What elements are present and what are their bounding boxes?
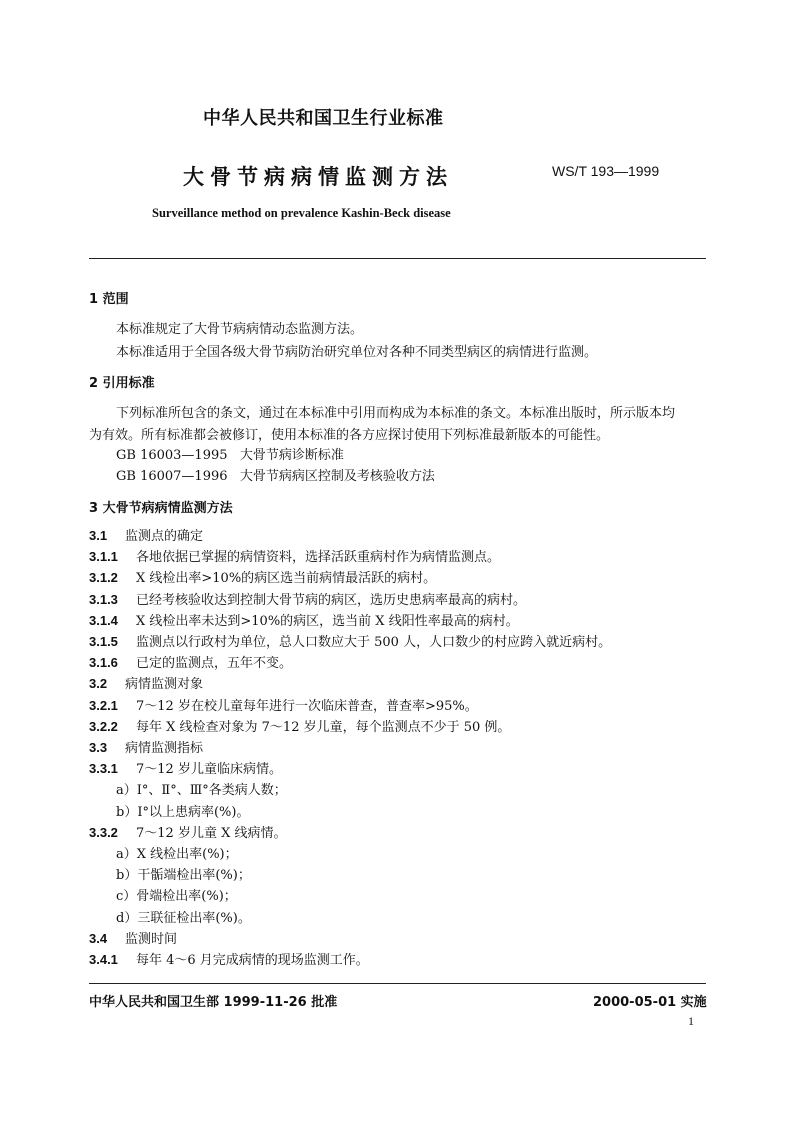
english-title: Surveillance method on prevalence Kashin-Beck disease	[152, 206, 451, 220]
sub-item: b）干骺端检出率(%)；	[116, 868, 251, 883]
clause-3-1-6	[89, 652, 292, 671]
clause-number: 3.1.3	[89, 592, 118, 607]
standard-code: WS/T 193—1999	[552, 163, 660, 179]
clause-number: 3.1.4	[89, 613, 118, 628]
page-number: 1	[688, 1014, 694, 1028]
clause-number: 3.1.1	[89, 549, 118, 564]
clause-text: 监测点以行政村为单位，总人口数应大于 500 人，人口数少的村应跨入就近病村。	[136, 635, 612, 650]
clause-text: 7～12 岁儿童临床病情。	[136, 762, 282, 777]
clause-3-1-5	[89, 631, 611, 650]
clause-text: 监测点的确定	[125, 529, 204, 544]
clause-3-3-1	[89, 758, 282, 777]
document-title: 大骨节病病情监测方法	[183, 165, 453, 189]
sub-item: b）Ⅰ°以上患病率(%)。	[116, 805, 250, 820]
clause-3-2-1	[89, 695, 478, 714]
clause-3-2	[89, 673, 203, 692]
clause-text: 7～12 岁在校儿童每年进行一次临床普查，普查率>95%。	[136, 699, 478, 714]
clause-3-4	[89, 928, 177, 947]
clause-number: 3.1.2	[89, 570, 118, 585]
clause-text: 监测时间	[125, 932, 178, 947]
issuing-organization: 中华人民共和国卫生行业标准	[203, 108, 444, 129]
clause-number: 3.2.1	[89, 698, 118, 713]
reference-2: GB 16007—1996 大骨节病病区控制及考核验收方法	[116, 469, 435, 484]
section-2-heading: 2 引用标准	[89, 376, 155, 391]
sub-item: a）Ⅰ°、Ⅱ°、Ⅲ°各类病人数；	[116, 783, 287, 798]
sub-item: a）X 线检出率(%)；	[116, 847, 238, 862]
clause-3-1-3	[89, 589, 526, 608]
clause-3-1-2	[89, 567, 436, 586]
clause-text: 病情监测指标	[125, 741, 204, 756]
bottom-divider	[89, 983, 706, 984]
section-1-para-1: 本标准规定了大骨节病病情动态监测方法。	[116, 322, 364, 337]
sub-item: d）三联征检出率(%)。	[116, 911, 251, 926]
effective-date: 2000-05-01 实施	[593, 995, 707, 1010]
reference-1: GB 16003—1995 大骨节病诊断标准	[116, 448, 344, 463]
section-2-para-line-1: 下列标准所包含的条文，通过在本标准中引用而构成为本标准的条文。本标准出版时，所示版本均	[116, 406, 676, 421]
clause-number: 3.2.2	[89, 719, 118, 734]
clause-3-3-2	[89, 822, 286, 841]
clause-text: 已定的监测点，五年不变。	[136, 656, 293, 671]
clause-number: 3.1	[89, 528, 108, 543]
clause-text: X 线检出率>10%的病区选当前病情最活跃的病村。	[136, 571, 437, 586]
approval-line: 中华人民共和国卫生部 1999-11-26 批准	[89, 995, 338, 1010]
clause-3-1-1	[89, 546, 500, 565]
clause-3-2-2	[89, 716, 510, 735]
section-1-heading: 1 范围	[89, 292, 129, 307]
clause-3-3	[89, 737, 203, 756]
sub-item: c）骨端检出率(%)；	[116, 889, 237, 904]
clause-number: 3.3.1	[89, 761, 118, 776]
clause-number: 3.1.5	[89, 634, 118, 649]
clause-number: 3.4.1	[89, 952, 118, 967]
clause-text: 每年 4～6 月完成病情的现场监测工作。	[136, 953, 369, 968]
section-3-heading: 3 大骨节病病情监测方法	[89, 501, 233, 516]
clause-number: 3.2	[89, 676, 108, 691]
clause-text: 已经考核验收达到控制大骨节病的病区，选历史患病率最高的病村。	[136, 593, 527, 608]
clause-number: 3.4	[89, 931, 108, 946]
clause-text: 各地依据已掌握的病情资料，选择活跃重病村作为病情监测点。	[136, 550, 501, 565]
clause-number: 3.3.2	[89, 825, 118, 840]
section-2-para-line-2: 为有效。所有标准都会被修订，使用本标准的各方应探讨使用下列标准最新版本的可能性。	[89, 428, 610, 443]
clause-3-1-4	[89, 610, 519, 629]
clause-text: 每年 X 线检查对象为 7～12 岁儿童，每个监测点不少于 50 例。	[136, 720, 511, 735]
clause-text: 病情监测对象	[125, 677, 204, 692]
clause-3-1	[89, 525, 203, 544]
clause-3-4-1	[89, 949, 369, 968]
top-divider	[89, 258, 706, 259]
clause-number: 3.1.6	[89, 655, 118, 670]
clause-number: 3.3	[89, 740, 108, 755]
section-1-para-2: 本标准适用于全国各级大骨节病防治研究单位对各种不同类型病区的病情进行监测。	[116, 345, 598, 360]
clause-text: X 线检出率未达到>10%的病区，选当前 X 线阳性率最高的病村。	[136, 614, 519, 629]
clause-text: 7～12 岁儿童 X 线病情。	[136, 826, 287, 841]
